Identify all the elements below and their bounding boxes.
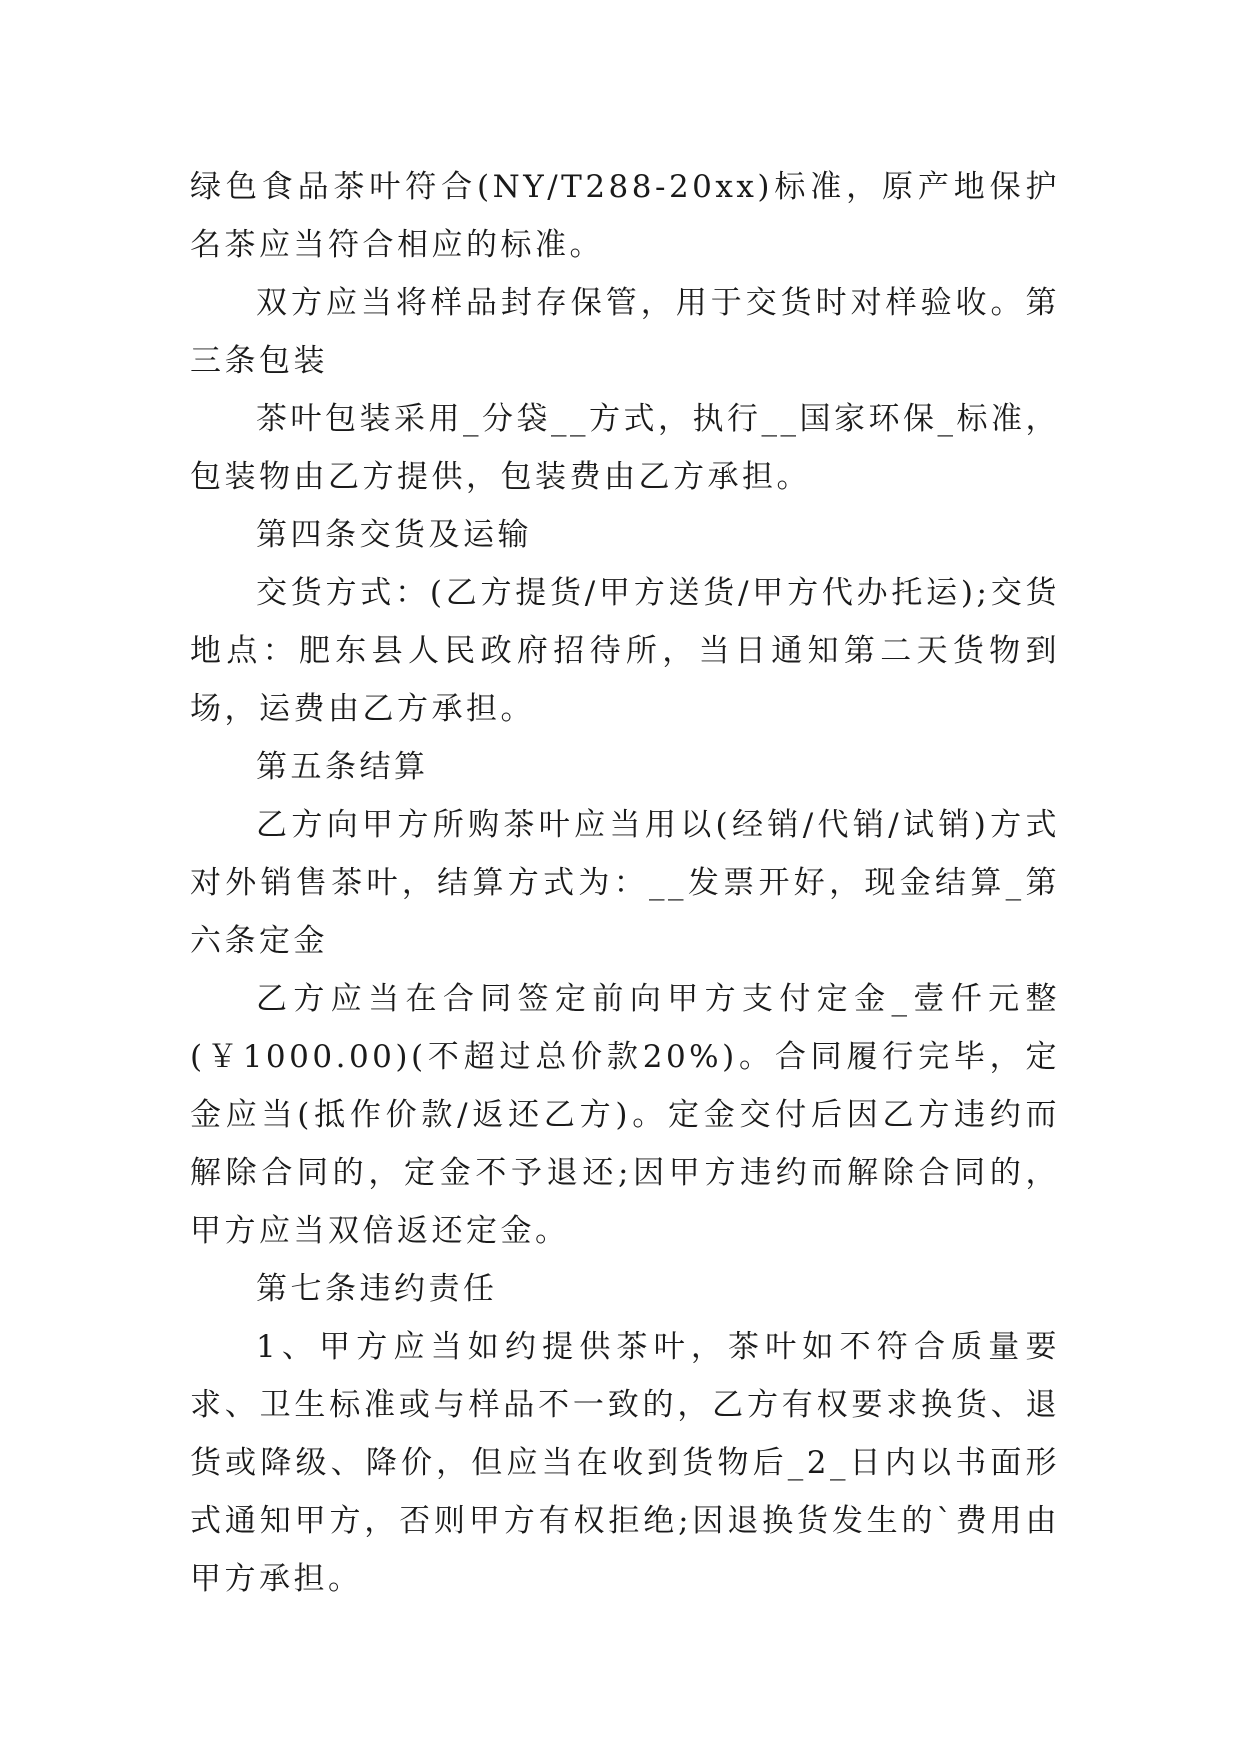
paragraph-liability-1: 1、甲方应当如约提供茶叶，茶叶如不符合质量要求、卫生标准或与样品不一致的，乙方有权要求换货、退货或降级、降价，但应当在收到货物后_2_日内以书面形式通知甲方，否则甲方有权拒绝;因退换货发生的`费用由甲方承担。: [190, 1329, 1060, 1597]
paragraph-settlement: 乙方向甲方所购茶叶应当用以(经销/代销/试销)方式对外销售茶叶，结算方式为：__发票开好，现金结算_第六条定金: [190, 807, 1060, 959]
paragraph-deposit: 乙方应当在合同签定前向甲方支付定金_壹仟元整(￥1000.00)(不超过总价款20%)。合同履行完毕，定金应当(抵作价款/返还乙方)。定金交付后因乙方违约而解除合同的，定金不予退还;因甲方违约而解除合同的，甲方应当双倍返还定金。: [190, 981, 1060, 1249]
heading-article-4: 第四条交货及运输: [256, 517, 532, 553]
paragraph-samples: 双方应当将样品封存保管，用于交货时对样验收。第三条包装: [190, 285, 1060, 379]
paragraph-packaging: 茶叶包装采用_分袋__方式，执行__国家环保_标准，包装物由乙方提供，包装费由乙方承担。: [190, 401, 1060, 495]
heading-article-5: 第五条结算: [256, 749, 429, 785]
document-body: [190, 158, 1060, 1608]
paragraph-delivery: 交货方式：(乙方提货/甲方送货/甲方代办托运);交货地点：肥东县人民政府招待所，当日通知第二天货物到场，运费由乙方承担。: [190, 575, 1060, 727]
heading-article-7: 第七条违约责任: [256, 1271, 498, 1307]
paragraph-standard: 绿色食品茶叶符合(NY/T288-20xx)标准，原产地保护名茶应当符合相应的标准。: [190, 169, 1060, 263]
